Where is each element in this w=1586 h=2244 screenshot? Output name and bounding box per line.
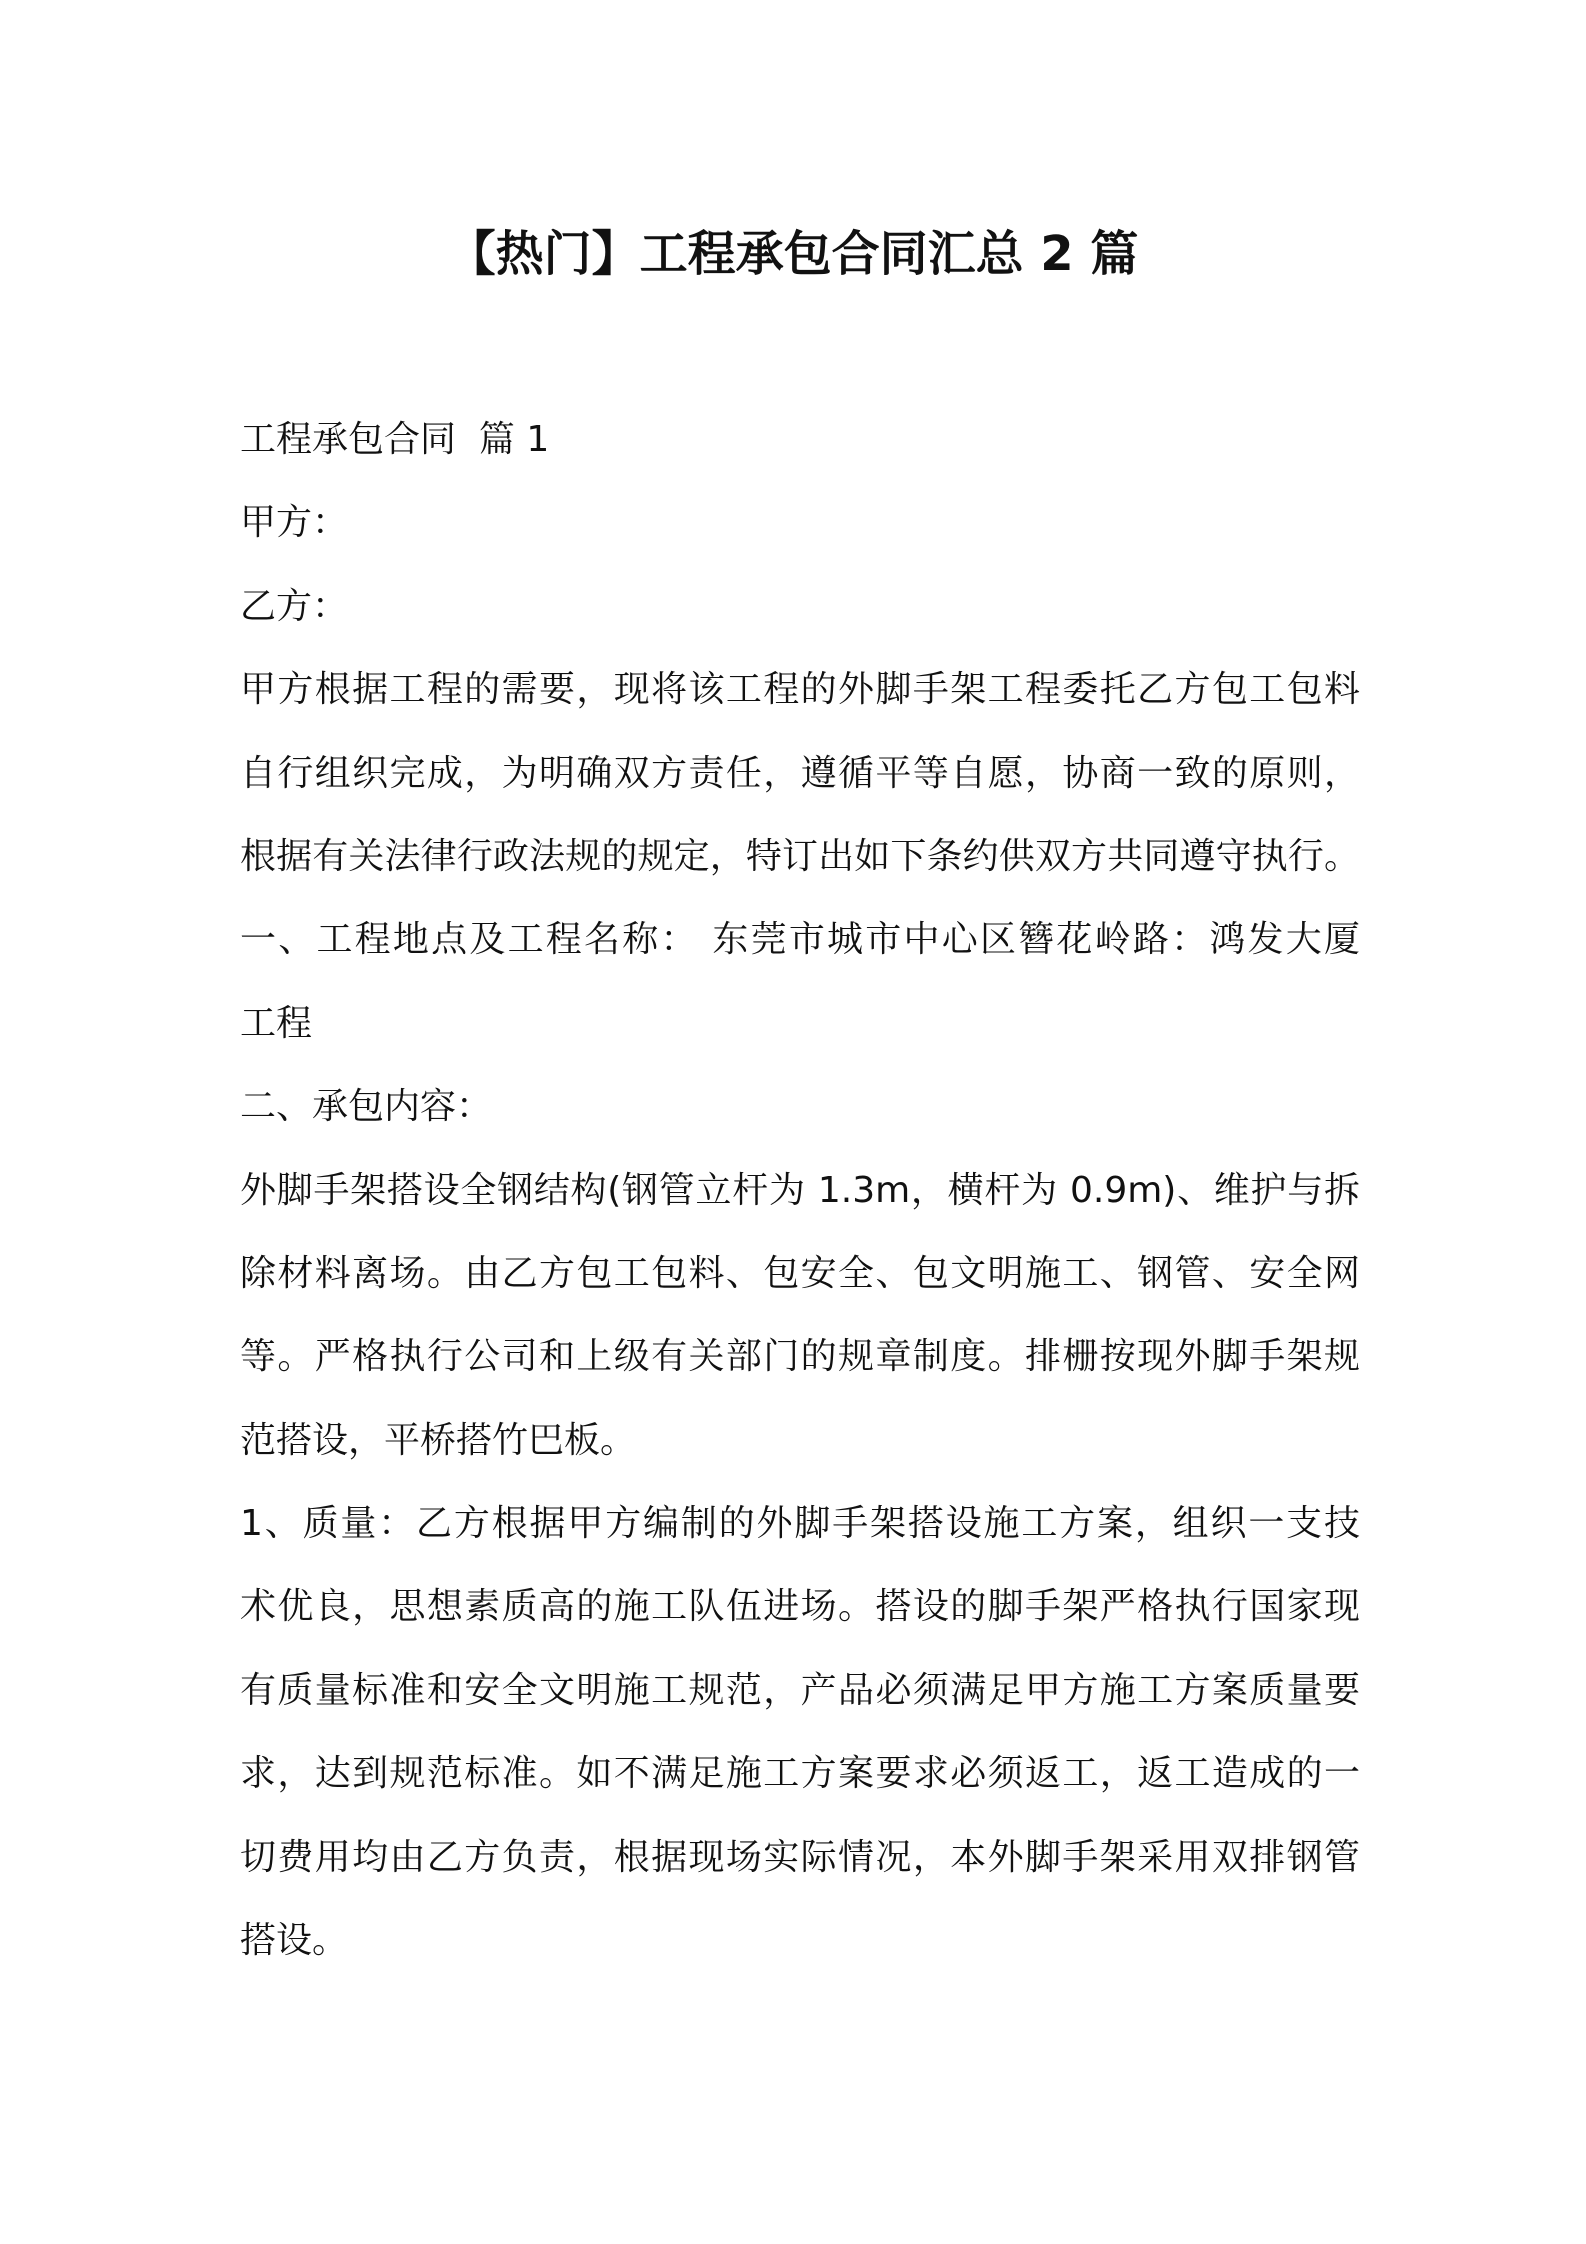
paragraph-line: 有质量标准和安全文明施工规范，产品必须满足甲方施工方案质量要 bbox=[240, 1669, 1360, 1711]
paragraph-line: 甲方： bbox=[240, 502, 349, 544]
paragraph-line: 等。严格执行公司和上级有关部门的规章制度。排栅按现外脚手架规 bbox=[240, 1336, 1360, 1378]
paragraph-line: 二、承包内容： bbox=[240, 1086, 493, 1128]
paragraph-line: 1、质量：乙方根据甲方编制的外脚手架搭设施工方案，组织一支技 bbox=[240, 1503, 1360, 1545]
document-title: 【热门】工程承包合同汇总 2 篇 bbox=[447, 226, 1139, 282]
paragraph-line: 工程承包合同 篇 1 bbox=[240, 419, 550, 460]
paragraph-line: 甲方根据工程的需要，现将该工程的外脚手架工程委托乙方包工包料 bbox=[240, 669, 1360, 711]
paragraph-line: 根据有关法律行政法规的规定，特订出如下条约供双方共同遵守执行。 bbox=[240, 835, 1360, 877]
paragraph-line: 一、工程地点及工程名称： 东莞市城市中心区簪花岭路：鸿发大厦 bbox=[240, 919, 1360, 961]
document-body bbox=[240, 398, 1360, 1982]
paragraph-line: 术优良，思想素质高的施工队伍进场。搭设的脚手架严格执行国家现 bbox=[240, 1586, 1360, 1628]
paragraph-line: 自行组织完成，为明确双方责任，遵循平等自愿，协商一致的原则， bbox=[240, 752, 1360, 794]
paragraph-line: 搭设。 bbox=[240, 1920, 349, 1962]
paragraph-line: 切费用均由乙方负责，根据现场实际情况，本外脚手架采用双排钢管 bbox=[240, 1836, 1360, 1878]
paragraph-line: 工程 bbox=[240, 1002, 313, 1044]
paragraph-line: 外脚手架搭设全钢结构(钢管立杆为 1.3m，横杆为 0.9m)、维护与拆 bbox=[240, 1169, 1360, 1211]
paragraph-line: 求，达到规范标准。如不满足施工方案要求必须返工，返工造成的一 bbox=[240, 1753, 1360, 1795]
paragraph-line: 范搭设，平桥搭竹巴板。 bbox=[240, 1419, 637, 1461]
paragraph-line: 除材料离场。由乙方包工包料、包安全、包文明施工、钢管、安全网 bbox=[240, 1252, 1360, 1294]
paragraph-line: 乙方： bbox=[240, 585, 349, 627]
